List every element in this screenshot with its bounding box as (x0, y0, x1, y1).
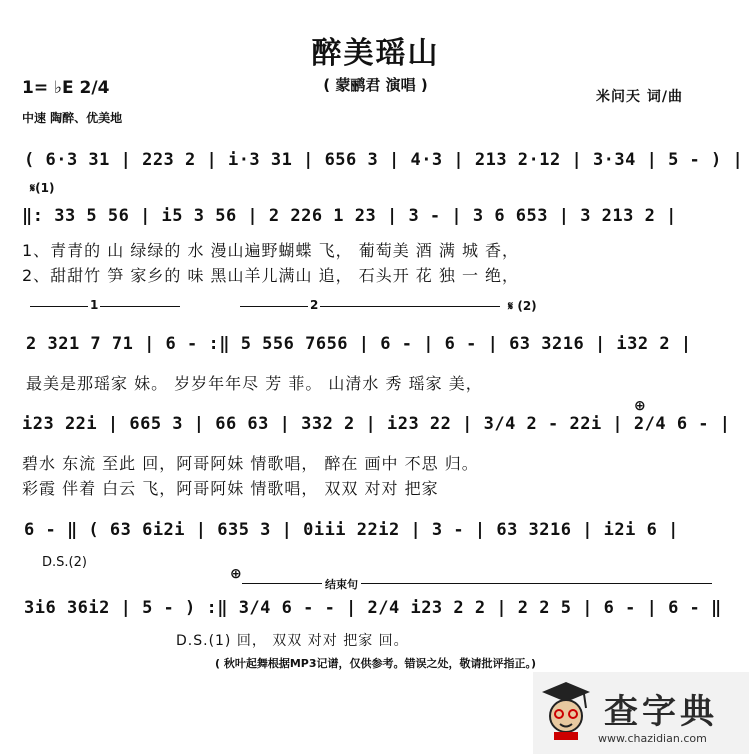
footer-note: ( 秋叶起舞根据MP3记谱，仅供参考。错误之处，敬请批评指正。) (214, 657, 537, 670)
tempo-marking: 中速 陶醉、优美地 (22, 111, 123, 125)
performer: ( 蒙鹂君 演唱 ) (323, 76, 428, 94)
volta-2-bracket (240, 306, 500, 307)
coda-bracket (242, 583, 712, 584)
volta-2-label: 2 (310, 298, 319, 312)
music-line-1: ( 6·3 31 | 223 2 | i·3 31 | 656 3 | 4·3 | 213 2·12 | 3·34 | 5 - ) | (24, 150, 744, 170)
lyric-line-1: 1、青青的 山 绿绿的 水 漫山遍野蝴蝶 飞， 葡萄美 酒 满 城 香， (22, 241, 520, 260)
lyric-line-5: 彩霞 伴着 白云 飞，阿哥阿妹 情歌唱， 双双 对对 把家 (22, 479, 439, 498)
segno-2: 𝄋 (2) (508, 299, 537, 313)
coda-sign-1: ⊕ (634, 398, 646, 414)
coda-label: 结束句 (322, 576, 361, 592)
music-line-3: 2 321 7 71 | 6 - :‖ 5 556 7656 | 6 - | 6 - | 63 3216 | i32 2 | (26, 334, 692, 354)
music-line-6: 3i6 36i2 | 5 - ) :‖ 3/4 6 - - | 2/4 i23 2 2 | 2 2 5 | 6 - | 6 - ‖ (24, 598, 722, 618)
lyric-line-4: 碧水 东流 至此 回，阿哥阿妹 情歌唱， 醉在 画中 不思 归。 (22, 454, 479, 473)
ending-lyric: D.S.(1) 回， 双双 对对 把家 回。 (176, 633, 409, 649)
key-signature: 1= ♭E 2/4 (22, 78, 110, 98)
watermark-name: 查字典 (604, 692, 718, 732)
volta-1-label: 1 (90, 298, 99, 312)
coda-sign-2: ⊕ (230, 566, 242, 582)
page-title: 醉美瑶山 (311, 36, 440, 71)
lyric-line-2: 2、甜甜竹 笋 家乡的 味 黑山羊儿满山 追， 石头开 花 独 一 绝， (22, 266, 520, 285)
music-line-4: i23 22i | 665 3 | 66 63 | 332 2 | i23 22 | 3/4 2 - 22i | 2/4 6 - | (22, 414, 731, 434)
music-line-5: 6 - ‖ ( 63 6i2i | 635 3 | 0iii 22i2 | 3 - | 63 3216 | i2i 6 | (24, 520, 679, 540)
watermark-url: www.chazidian.com (598, 732, 707, 745)
music-line-2: ‖: 33 5 56 | i5 3 56 | 2 226 1 23 | 3 - | 3 6 653 | 3 213 2 | (22, 206, 677, 226)
segno-1: 𝄋(1) (30, 181, 55, 195)
volta-1-bracket (30, 306, 180, 307)
mascot-icon (540, 680, 592, 740)
ds-2: D.S.(2) (42, 555, 87, 570)
credit: 米问天 词/曲 (596, 89, 683, 105)
lyric-line-3: 最美是那瑶家 妹。 岁岁年年尽 芳 菲。 山清水 秀 瑶家 美， (26, 374, 483, 393)
